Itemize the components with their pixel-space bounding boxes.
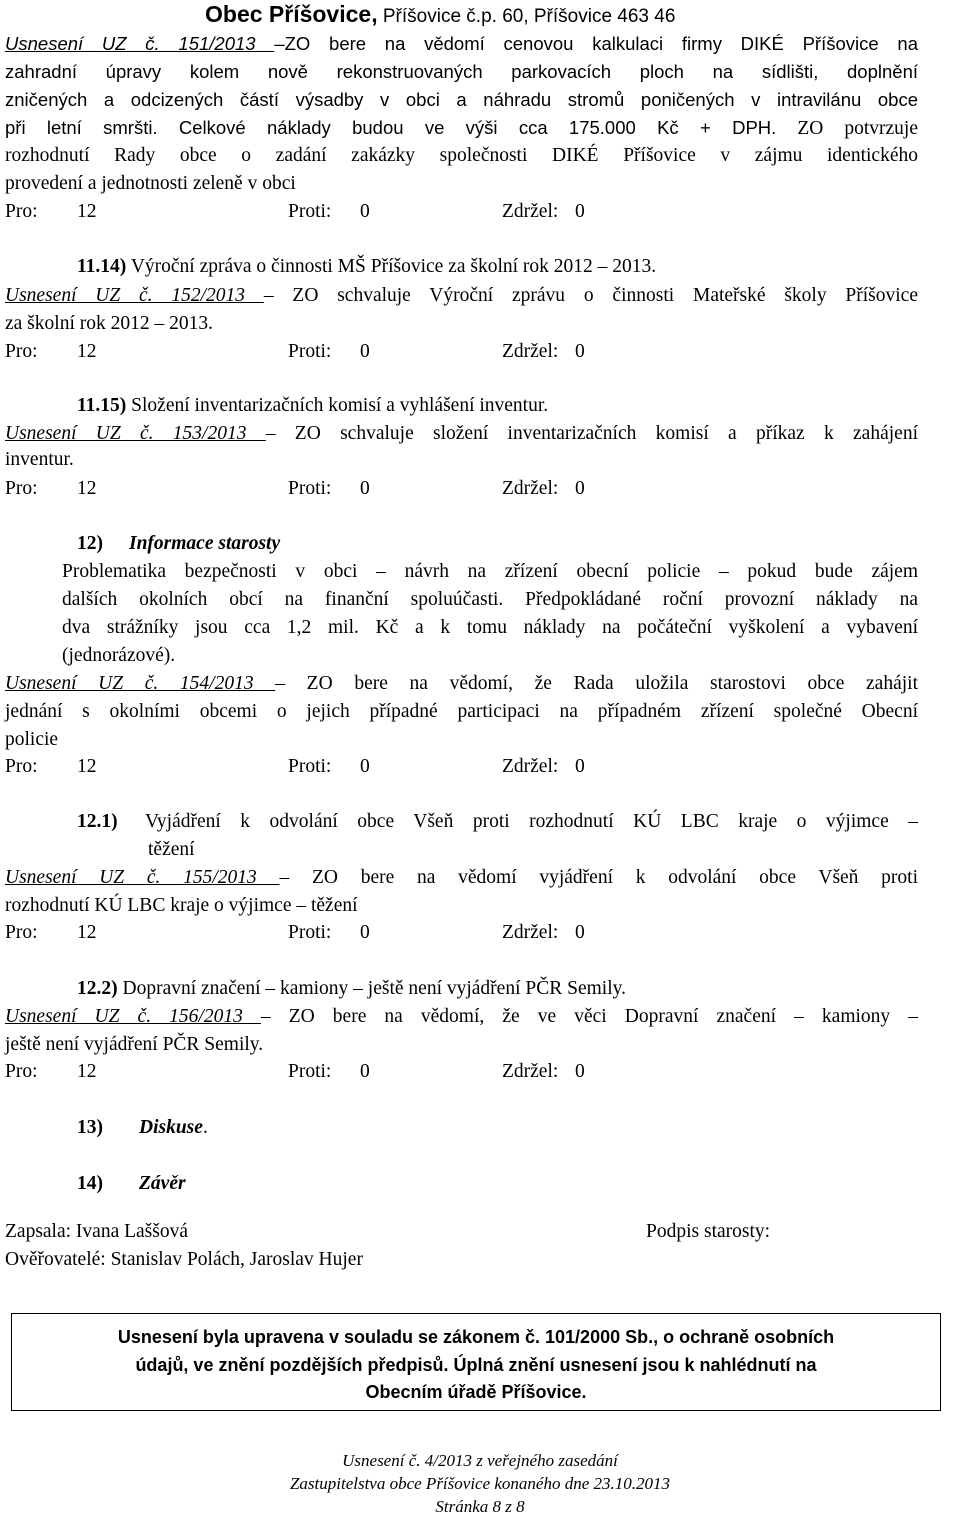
res151-line-6: provedení a jednotnosti zeleně v obci [5,173,296,194]
notice-line-3: Obecním úřadě Příšovice. [365,1382,587,1402]
vote-row: Pro: 12 Proti: 0 Zdržel: 0 [5,478,585,499]
res154-label: Usnesení UZ č. 154/2013 [5,673,276,694]
res154-line-3: policie [5,729,59,750]
res151-line-5: rozhodnutí Rady obce o zadání zakázky společnosti DIKÉ Příšovice v zájmu identického [5,145,918,166]
section-12-2-heading: 12.2) Dopravní značení – kamiony – ještě není vyjádření PČR Semily. [77,978,626,999]
res155-line-1: Usnesení UZ č. 155/2013 – ZO bere na vědomí vyjádření k odvolání obce Všeň proti [5,867,918,888]
section-12-paragraph-2: dalších okolních obcí na finanční spoluúčasti. Předpokládané roční provozní náklady na [62,589,918,610]
notice-line-2: údajů, ve znění pozdějších předpisů. Úplná znění usnesení jsou k nahlédnutí na [135,1354,817,1375]
section-12-paragraph-4: (jednorázové). [62,645,176,666]
res151-label: Usnesení UZ č. 151/2013 [5,33,275,54]
header-obec: Obec Příšovice, [205,1,378,27]
section-12-1-heading-cont: těžení [148,839,195,860]
vote-row: Pro: 12 Proti: 0 Zdržel: 0 [5,201,585,222]
res156-label: Usnesení UZ č. 156/2013 [5,1006,261,1027]
res152-label: Usnesení UZ č. 152/2013 [5,285,264,306]
vote-row: Pro: 12 Proti: 0 Zdržel: 0 [5,341,585,362]
page-header [205,0,675,31]
section-11-14-heading: 11.14) Výroční zpráva o činnosti MŠ Příšovice za školní rok 2012 – 2013. [77,256,657,277]
vote-row: Pro: 12 Proti: 0 Zdržel: 0 [5,1061,585,1082]
footer-page-number: Stránka 8 z 8 [435,1497,525,1516]
section-12-heading: 12) Informace starosty [77,533,281,554]
res152-line-2: za školní rok 2012 – 2013. [5,313,213,334]
res154-line-1: Usnesení UZ č. 154/2013 – ZO bere na vědomí, že Rada uložila starostovi obce zahájit [5,673,918,694]
header-address: Příšovice č.p. 60, Příšovice 463 46 [377,6,676,27]
res151-line-4: při letní smršti. Celkové náklady budou ve výši cca 175.000 Kč + DPH. ZO potvrzuje [5,117,918,139]
res153-line-1: Usnesení UZ č. 153/2013 – ZO schvaluje složení inventarizačních komisí a příkaz k zahájení [5,423,918,444]
vote-row: Pro: 12 Proti: 0 Zdržel: 0 [5,922,585,943]
res156-line-1: Usnesení UZ č. 156/2013 – ZO bere na vědomí, že ve věci Dopravní značení – kamiony – [5,1006,918,1027]
res151-line-1: Usnesení UZ č. 151/2013 –ZO bere na vědomí cenovou kalkulaci firmy DIKÉ Příšovice na [5,33,918,54]
section-14-heading: 14) Závěr [77,1173,186,1194]
res155-label: Usnesení UZ č. 155/2013 [5,867,280,888]
res156-line-2: ještě není vyjádření PČR Semily. [5,1034,264,1055]
section-12-paragraph-1: Problematika bezpečnosti v obci – návrh na zřízení obecní policie – pokud bude zájem [62,561,918,582]
section-11-15-heading: 11.15) Složení inventarizačních komisí a vyhlášení inventur. [77,395,549,416]
res155-line-2: rozhodnutí KÚ LBC kraje o výjimce – těžení [5,895,358,916]
notice-line-1: Usnesení byla upravena v souladu se zákonem č. 101/2000 Sb., o ochraně osobních [117,1327,835,1347]
res154-line-2: jednání s okolními obcemi o jejich případné participaci na případném zřízení společné Obecní [5,701,918,722]
res153-line-2: inventur. [5,449,74,470]
verifiers-names: Ověřovatelé: Stanislav Polách, Jaroslav Hujer [5,1249,363,1270]
res151-line-2: zahradní úpravy kolem nově rekonstruovaných parkovacích ploch na sídlišti, doplnění [5,61,918,82]
vote-row: Pro: 12 Proti: 0 Zdržel: 0 [5,756,585,777]
recorder-name: Zapsala: Ivana Laššová [5,1221,189,1242]
res151-line-3: zničených a odcizených částí výsadby v obci a náhradu stromů poničených v intravilánu obce [5,89,918,110]
section-12-1-heading: 12.1) Vyjádření k odvolání obce Všeň proti rozhodnutí KÚ LBC kraje o výjimce – [77,811,918,832]
mayor-signature-label: Podpis starosty: [646,1221,771,1242]
res153-label: Usnesení UZ č. 153/2013 [5,423,266,444]
privacy-notice-box [11,1313,941,1411]
section-13-heading: 13) Diskuse. [77,1117,208,1138]
footer-resolution: Usnesení č. 4/2013 z veřejného zasedání [342,1451,618,1470]
footer-meeting: Zastupitelstva obce Příšovice konaného dne 23.10.2013 [289,1474,671,1493]
res152-line-1: Usnesení UZ č. 152/2013 – ZO schvaluje Výroční zprávu o činnosti Mateřské školy Příšovice [5,285,918,306]
section-12-paragraph-3: dva strážníky jsou cca 1,2 mil. Kč a k tomu náklady na počáteční vyškolení a vybavení [62,617,918,638]
